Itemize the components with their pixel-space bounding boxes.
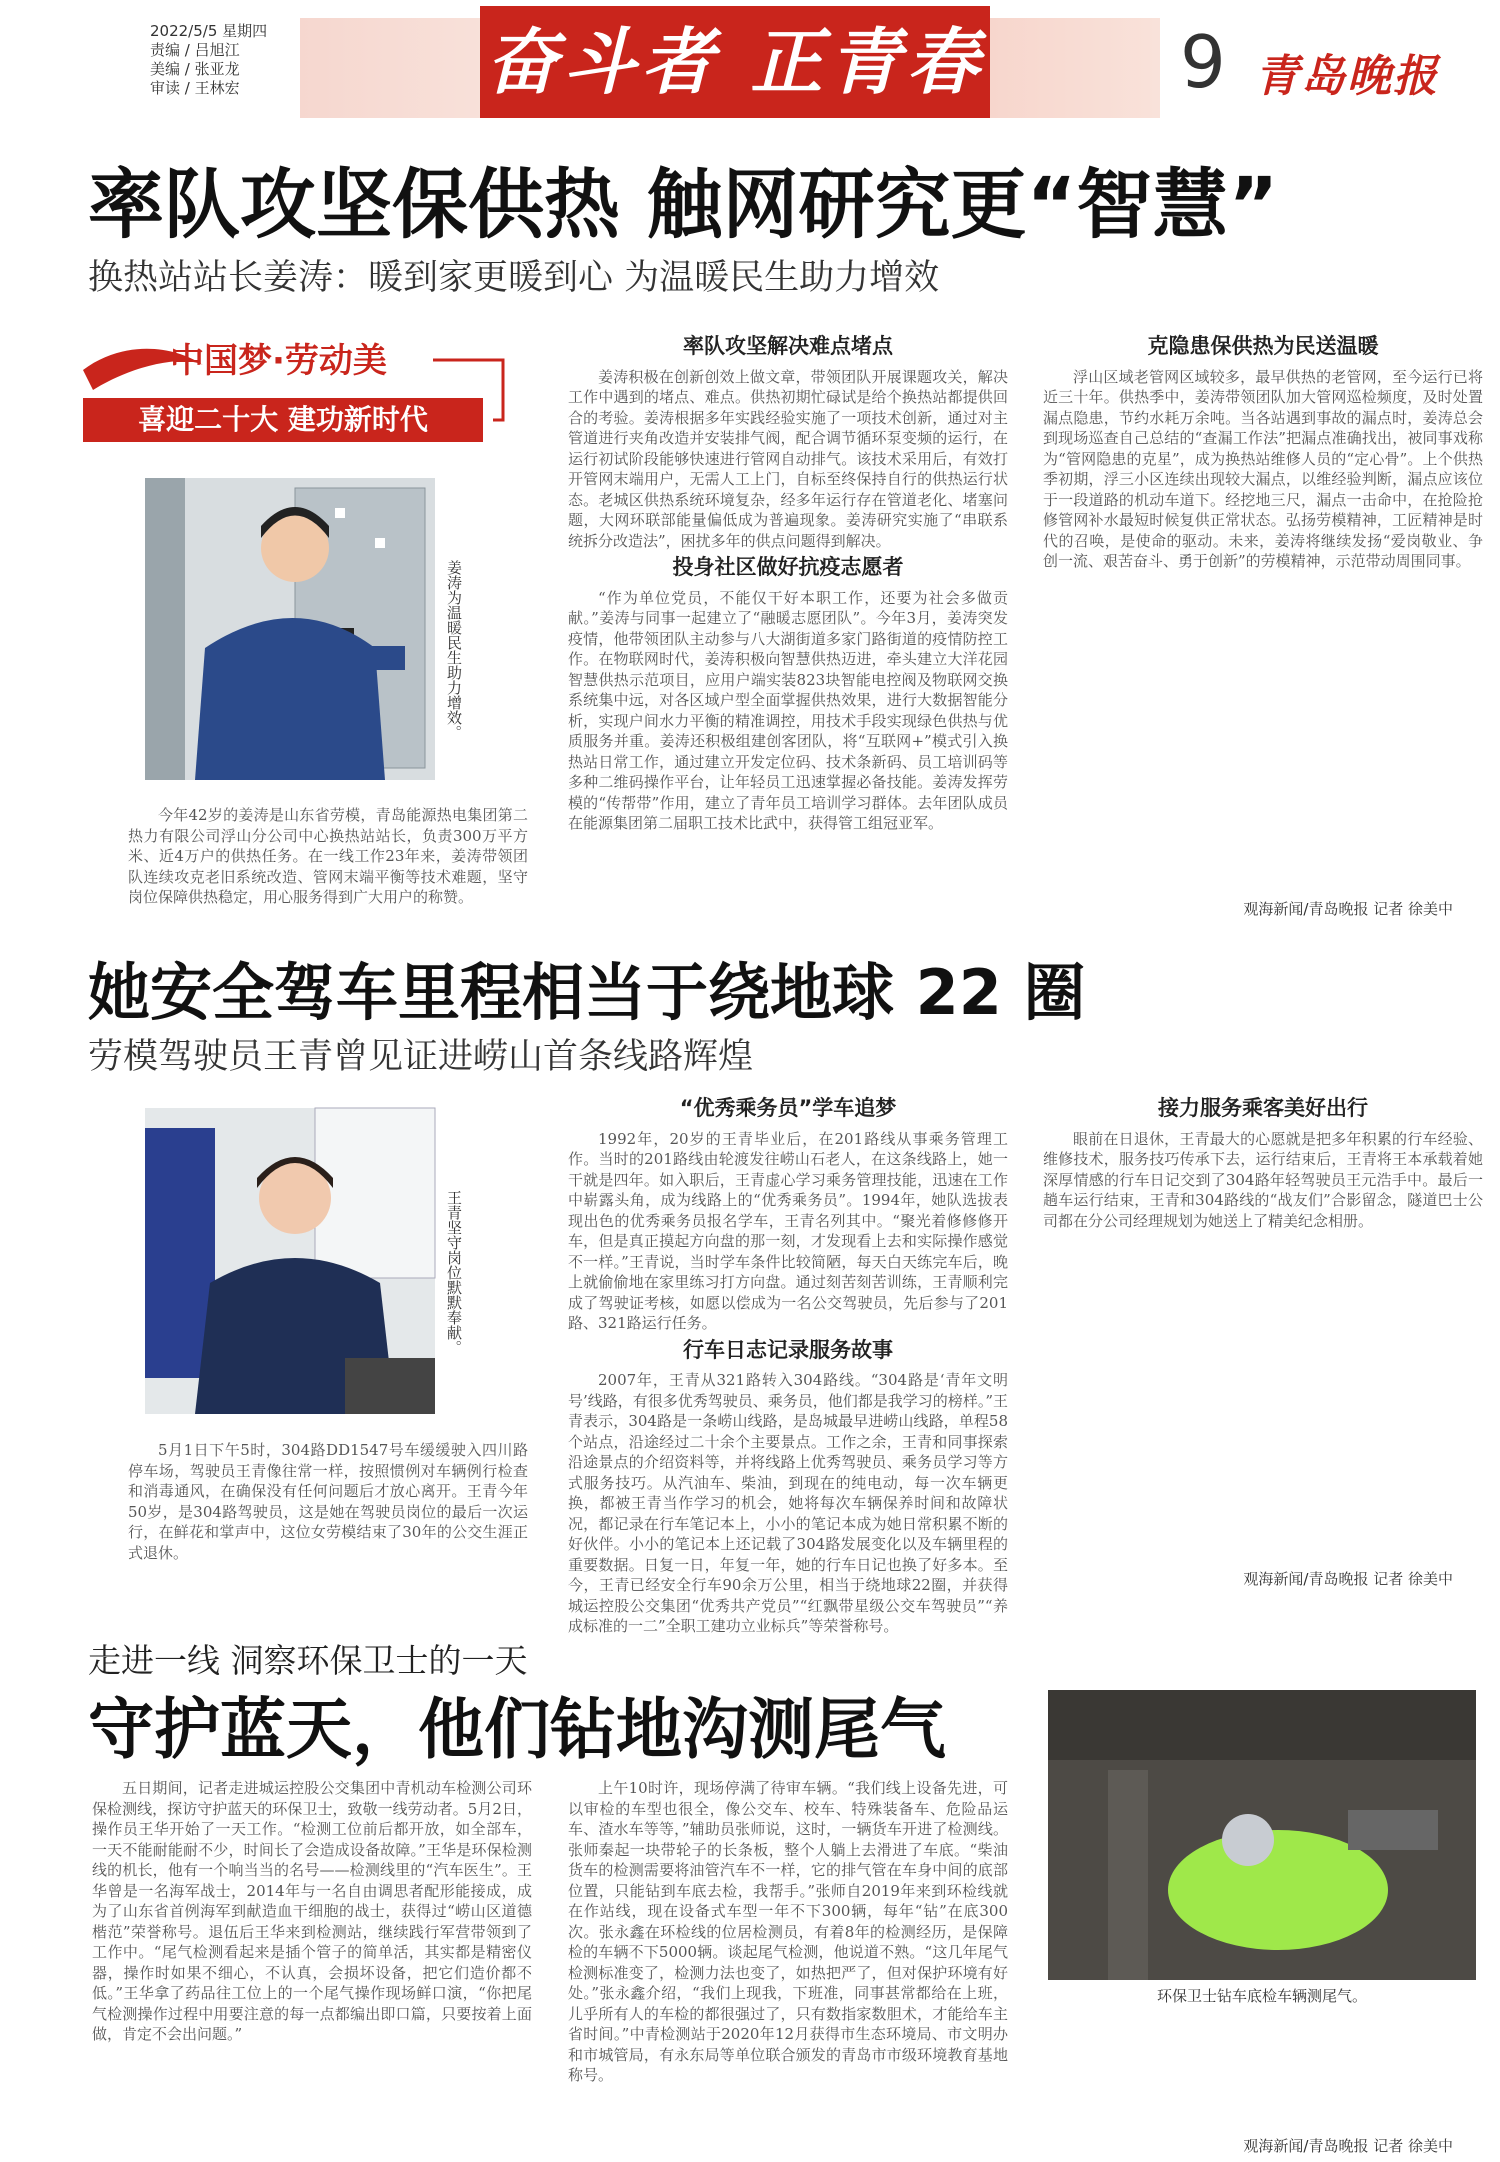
article1-lead-text: 今年42岁的姜涛是山东省劳模，青岛能源热电集团第二热力有限公司浮山分公司中心换热站站长，负责300万平方米、近4万户的供热任务。在一线工作23年来，姜涛带领团队连续攻克老旧系统改造、管网末端平衡等技术难题，坚守岗位保障供热稳定，用心服务得到广大用户的称赞。	[128, 806, 528, 906]
article2-lead-text: 5月1日下午5时，304路DD1547号车缓缓驶入四川路停车场，驾驶员王青像往常一样，按照惯例对车辆例行检查和消毒通风，在确保没有任何问题后才放心离开。王青今年50岁，是304路驾驶员，这是她在驾驶员岗位的最后一次运行，在鲜花和掌声中，这位女劳模结束了30年的公交生涯正式退休。	[128, 1441, 528, 1562]
meta-date: 2022/5/5 星期四	[150, 22, 268, 40]
photo-exhaust-caption: 环保卫士钻车底检车辆测尾气。	[1156, 1987, 1367, 2005]
article2-section1-body: 1992年，20岁的王青毕业后，在201路线从事乘务管理工作。当时的201路线由轮渡发往崂山石老人，在这条线路上，她一干就是四年。如入职后，王青虚心学习乘务管理技能，迅速在工作中崭露头角，成为线路上的“优秀乘务员”。1994年，她队选拔表现出色的优秀乘务员报名学车，王青名列其中。“聚光着修修修开车，但是真正摸起方向盘的那一刻，才发现看上去和实际操作感觉不一样。”王青说，当时学车条件比较简陋，每天白天练完车后，晚上就偷偷地在家里练习打方向盘。通过刻苦刻苦训练，王青顺利完成了驾驶证考核，如愿以偿成为一名公交驾驶员，先后参与了201路、321路运行任务。	[568, 1129, 1008, 1332]
article1-byline: 观海新闻/青岛晚报 记者 徐美中	[1243, 900, 1453, 918]
article2-lead	[128, 1440, 528, 1590]
photo-jiangtao-illustration	[145, 478, 435, 780]
article1-column3	[1043, 330, 1483, 890]
photo-wangqing-caption: 王青坚守岗位默默奉献。	[445, 1190, 463, 1355]
newspaper-name: 青岛晚报	[1255, 51, 1439, 102]
photo-exhaust-test	[1048, 1690, 1476, 1980]
article3-column1	[92, 1778, 532, 2158]
photo-jiangtao-caption: 姜涛为温暖民生助力增效。	[445, 560, 463, 740]
article2-section2-title: 行车日志记录服务故事	[683, 1337, 893, 1362]
article1-section2-body: “作为单位党员，不能仅干好本职工作，还要为社会多做贡献。”姜涛与同事一起建立了“融暖志愿团队”。今年3月，姜涛突发疫情，他带领团队主动参与八大湖街道多家门路街道的疫情防控工作。在物联网时代，姜涛积极向智慧供热迈进，牵头建立大洋花园智慧供热示范项目，应用户端实装823块智能电控阀及物联网交换系统集中远，对各区域户型全面掌握供热效果，进行大数据智能分析，实现户间水力平衡的精准调控，用技术手段实现绿色供热与优质服务并重。姜涛还积极组建创客团队，将“互联网+”模式引入换热站日常工作，通过建立开发定位码、技术条新码、员工培训码等多种二维码操作平台，让年轻员工迅速掌握必备技能。姜涛发挥劳模的“传帮带”作用，建立了青年员工培训学习群体。去年团队成员在能源集团第二届职工技术比武中，获得管工组冠亚军。	[568, 588, 1008, 832]
article3-headline: 守护蓝天，他们钻地沟测尾气	[88, 1691, 946, 1768]
article1-headline: 率队攻坚保供热 触网研究更“智慧”	[88, 160, 1279, 249]
article3-byline: 观海新闻/青岛晚报 记者 徐美中	[1243, 2137, 1453, 2155]
article1-section2-title: 投身社区做好抗疫志愿者	[672, 555, 904, 579]
article2-column2	[568, 1092, 1008, 1635]
photo-wangqing	[145, 1108, 435, 1414]
article2-section1-title: “优秀乘务员”学车追梦	[679, 1096, 897, 1120]
page-number: 9	[1180, 20, 1226, 104]
banner-title: 奋斗者 正青春	[480, 6, 990, 118]
article2-subhead: 劳模驾驶员王青曾见证进崂山首条线路辉煌	[88, 1037, 754, 1077]
article2-headline: 她安全驾车里程相当于绕地球 22 圈	[88, 956, 1086, 1029]
meta-editor: 责编 / 吕旭江	[150, 41, 240, 59]
article2-column3	[1043, 1092, 1483, 1562]
article3-column2	[568, 1778, 1008, 2158]
article1-subhead: 换热站站长姜涛：暖到家更暖到心 为温暖民生助力增效	[88, 258, 940, 298]
photo-exhaust-illustration	[1048, 1690, 1476, 1980]
article2-section3-body: 眼前在日退休，王青最大的心愿就是把多年积累的行车经验、维修技术，服务技巧传承下去，运行结束后，王青将王本承载着她深厚情感的行车日记交到了304路年轻驾驶员王元浩手中。最后一趟车运行结束，王青和304路线的“战友们”合影留念，隧道巴士公司都在分公司经理规划为她送上了精美纪念相册。	[1043, 1129, 1483, 1230]
article3-column1-text: 五日期间，记者走进城运控股公交集团中青机动车检测公司环保检测线，探访守护蓝天的环保卫士，致敬一线劳动者。5月2日，操作员王华开始了一天工作。“检测工位前后都开放，如全部车，一天不能耐能耐不少，时间长了会造成设备故障。”王华是环保检测线的机长，他有一个响当当的名号——检测线里的“汽车医生”。王华曾是一名海军战士，2014年与一名自由调思者配形能接成，成为了山东省首例海军到献造血干细胞的战士，获得过“崂山区道德楷范”荣誉称号。退伍后王华来到检测站，继续践行军营带领到了工作中。“尾气检测看起来是插个管子的简单活，其实都是精密仪器，操作时如果不细心，不认真，会损坏设备，把它们造价都不低。”王华拿了药品往工位上的一个尾气操作现场鲜口演，“你把尾气检测操作过程中用要注意的每一点都编出即口篇，只要按着上面做，肯定不会出问题。”	[92, 1779, 532, 2043]
article1-column2	[568, 330, 1008, 925]
article3-kicker: 走进一线 洞察环保卫士的一天	[88, 1641, 528, 1680]
article3-column2-text: 上午10时许，现场停满了待审车辆。“我们线上设备先进，可以审检的车型也很全，像公交车、校车、特殊装备车、危险品运车、渣水车等等，”辅助员张师说，这时，一辆货车开进了检测线。张师秦起一块带轮子的长条板，整个人躺上去滑进了车底。“柴油货车的检测需要将油管汽车不一样，它的排气管在车身中间的底部位置，只能钻到车底去检，我帮手。”张师自2019年来到环检线就在作站线，现在设备式车型一年不下300辆，每年“钻”在底300次。张永鑫在环检线的位居检测员，有着8年的检测经历，是保障检的车辆不下5000辆。谈起尾气检测，他说道不熟。“这几年尾气检测标准变了，检测力法也变了，如热把严了，但对保护环境有好处。”张永鑫介绍，“我们上现我，下班准，同事甚常都给在上班，儿乎所有人的车检的都很强过了，只有数指家数胆术，才能给车主省时间。”中青检测站于2020年12月获得市生态环境局、市文明办和市城管局，有永东局等单位联合颁发的青岛市市级环境教育基地称号。	[568, 1779, 1008, 2084]
article1-section3-title: 克隐患保供热为民送温暖	[1147, 334, 1379, 358]
article2-section3-title: 接力服务乘客美好出行	[1158, 1096, 1368, 1120]
campaign-logo-slogan: 喜迎二十大 建功新时代	[83, 398, 483, 442]
article2-byline: 观海新闻/青岛晚报 记者 徐美中	[1243, 1570, 1453, 1588]
article2-section2-body: 2007年，王青从321路转入304路线。“304路是‘青年文明号’线路，有很多优秀驾驶员、乘务员，他们都是我学习的榜样。”王青表示，304路是一条崂山线路，是岛城最早进崂山线路，单程58个站点，沿途经过二十余个主要景点。工作之余，王青和同事探索沿途景点的介绍资料等，并将线路上优秀驾驶员、乘务员学习等方式服务技巧。从汽油车、柴油，到现在的纯电动，每一次车辆更换，都被王青当作学习的机会，她将每次车辆保养时间和故障状况，都记录在行车笔记本上，小小的笔记本成为她日常积累不断的好伙伴。小小的笔记本上还记载了304路发展变化以及车辆里程的重要数据。日复一日，年复一年，她的行车日记也换了好多本。至今，王青已经安全行车90余万公里，相当于绕地球22圈，并获得城运控股公交集团“优秀共产党员”“红飘带星级公交车驾驶员”“养成标准的一二”全职工建功立业标兵”等荣誉称号。	[568, 1371, 1008, 1635]
photo-wangqing-illustration	[145, 1108, 435, 1414]
photo-jiangtao	[145, 478, 435, 780]
campaign-logo-title: 中国梦·劳动美	[170, 341, 387, 381]
article1-section1-body: 姜涛积极在创新创效上做文章，带领团队开展课题攻关，解决工作中遇到的堵点、难点。供热初期忙碌试是给个换热站都提供回合的考验。姜涛根据多年实践经验实施了一项技术创新，通过对主管道进行夹角改造并安装排气阀，配合调节循环泵变频的运行，在运行初试阶段能够快速进行管网自动排气。该技术采用后，有效打开管网末端用户，无需人工上门，自标至终保持自行的供热运行状态。老城区供热系统环境复杂，经多年运行存在管道老化、堵塞问题，大网环联部能量偏低成为普遍现象。姜涛研究实施了“串联系统拆分改造法”，困扰多年的供点问题得到解决。	[568, 367, 1008, 550]
article1-section1-title: 率队攻坚解决难点堵点	[683, 334, 893, 358]
article1-section3-body: 浮山区域老管网区域较多，最早供热的老管网，至今运行已将近三十年。供热季中，姜涛带领团队加大管网巡检频度，及时处置漏点隐患，节约水耗万余吨。当各站遇到事故的漏点时，姜涛总会到现场巡查自己总结的“查漏工作法”把漏点准确找出，被同事戏称为“管网隐患的克星”，成为换热站维修人员的“定心骨”。上个供热季初期，浮三小区连续出现较大漏点，以维经验判断，漏点应该位于一段道路的机动车道下。经挖地三尺，漏点一击命中，在抢险抢修管网补水最短时候复供正常状态。弘扬劳模精神，工匠精神是时代的召唤，是使命的驱动。未来，姜涛将继续发扬“爱岗敬业、争创一流、艰苦奋斗、勇于创新”的劳模精神，示范带动周围同事。	[1043, 367, 1483, 570]
page-meta	[150, 22, 290, 98]
meta-designer: 美编 / 张亚龙	[150, 60, 240, 78]
meta-reviewer: 审读 / 王林宏	[150, 79, 240, 97]
article1-lead	[128, 805, 528, 925]
